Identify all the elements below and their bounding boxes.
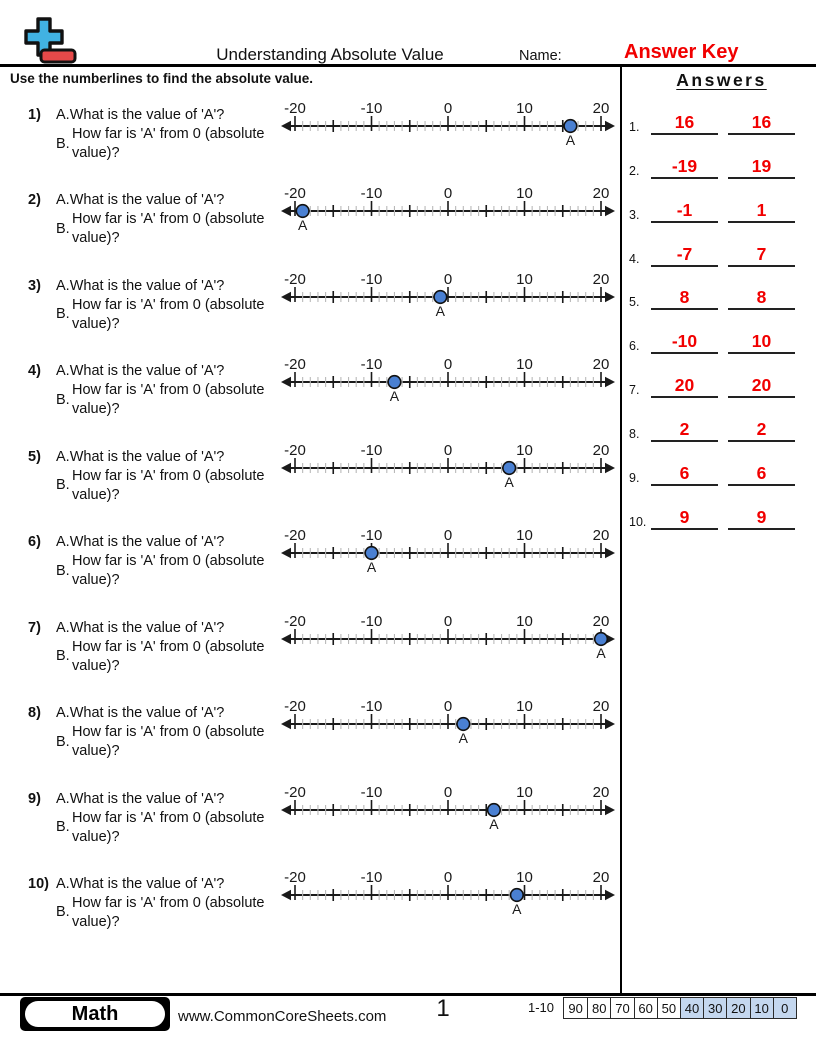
axis-tick-label: -10: [360, 868, 383, 886]
axis-tick-label: 10: [516, 698, 533, 716]
axis-tick-label: -20: [284, 612, 306, 630]
point-a-label: A: [297, 217, 308, 234]
page-number: 1: [436, 995, 450, 1022]
number-line: [281, 698, 615, 746]
question-a: [56, 362, 282, 381]
question-b-text: How far is 'A' from 0 (absolute value)?: [72, 553, 265, 589]
question-a-text: What is the value of 'A'?: [69, 277, 225, 294]
right-arrow-icon: [605, 206, 615, 216]
number-line: [281, 185, 615, 233]
problem-row: [0, 527, 618, 618]
problem-row: [0, 783, 618, 875]
answer-row: [627, 179, 816, 223]
point-a-dot: [457, 718, 470, 731]
question-a-text: What is the value of 'A'?: [69, 534, 225, 551]
point-a-dot: [564, 120, 577, 133]
answer-value-blank: -10: [651, 331, 718, 354]
answer-number: 10.: [629, 514, 647, 529]
answer-number: 1.: [629, 119, 640, 134]
axis-tick-label: -20: [284, 356, 306, 374]
answer-row: [627, 442, 816, 486]
axis-tick-label: 10: [516, 100, 533, 117]
point-a-label: A: [389, 388, 400, 405]
axis-tick-label: 0: [443, 185, 453, 203]
problems-list: [0, 100, 618, 960]
question-a-label: A.: [56, 790, 70, 807]
axis-tick-label: -20: [284, 100, 306, 117]
question-b: [56, 723, 282, 761]
right-arrow-icon: [605, 292, 615, 302]
question-b: [56, 381, 282, 419]
point-a-dot: [488, 803, 501, 816]
answer-abs-value-blank: 19: [728, 156, 795, 179]
axis-tick-label: 10: [516, 868, 533, 886]
answer-number: 4.: [629, 251, 640, 266]
left-arrow-icon: [281, 463, 291, 473]
axis-tick-label: 20: [592, 270, 610, 288]
question-a-label: A.: [56, 875, 70, 892]
answer-row: [627, 267, 816, 311]
axis-tick-label: 0: [443, 270, 453, 288]
question-a-text: What is the value of 'A'?: [69, 790, 225, 807]
point-a-dot: [434, 291, 447, 304]
axis-tick-label: 10: [516, 270, 533, 288]
problem-questions: [56, 790, 282, 847]
number-line: [281, 100, 615, 148]
axis-tick-label: -10: [360, 100, 383, 117]
grade-cell: 80: [587, 998, 610, 1018]
grade-range-label: 1-10: [528, 1000, 555, 1015]
grade-cell: 30: [703, 998, 726, 1018]
grade-cell: 20: [726, 998, 749, 1018]
question-b-label: B.: [56, 648, 70, 665]
number-line: [281, 613, 615, 661]
problem-questions: [56, 704, 282, 761]
answer-value-blank: 8: [651, 287, 718, 310]
answer-value-blank: 16: [651, 112, 718, 135]
answer-abs-value-blank: 20: [728, 375, 795, 398]
number-line: [281, 442, 615, 490]
question-b: [56, 809, 282, 847]
problem-row: [0, 100, 618, 191]
axis-tick-label: 10: [516, 441, 533, 459]
axis-tick-label: -10: [360, 527, 383, 545]
question-b: [56, 210, 282, 248]
problem-number: 6): [28, 534, 41, 551]
axis-tick-label: -10: [360, 783, 383, 801]
problem-questions: [56, 875, 282, 932]
point-a-label: A: [458, 730, 468, 747]
problem-questions: [56, 448, 282, 505]
axis-tick-label: 20: [592, 100, 610, 117]
answer-value-blank: 9: [651, 507, 718, 530]
question-b-text: How far is 'A' from 0 (absolute value)?: [72, 296, 265, 332]
problem-questions: [56, 619, 282, 676]
problem-questions: [56, 533, 282, 590]
problem-row: [0, 270, 618, 362]
number-line: [281, 784, 615, 832]
question-b-text: How far is 'A' from 0 (absolute value)?: [72, 894, 265, 930]
question-b-label: B.: [56, 477, 70, 494]
question-a-text: What is the value of 'A'?: [69, 448, 225, 465]
axis-tick-label: -10: [360, 441, 383, 459]
answer-row: [627, 91, 816, 135]
axis-tick-label: 0: [443, 356, 453, 374]
axis-tick-label: 20: [592, 185, 610, 203]
question-a-label: A.: [56, 619, 70, 636]
answer-row: [627, 398, 816, 442]
page-title: Understanding Absolute Value: [216, 45, 444, 64]
question-a-label: A.: [56, 277, 70, 294]
problem-number: 1): [28, 107, 41, 123]
axis-tick-label: -20: [284, 441, 306, 459]
question-a-label: A.: [56, 107, 70, 123]
answer-abs-value-blank: 9: [728, 507, 795, 530]
answer-value-blank: 6: [651, 463, 718, 486]
question-a: [56, 106, 282, 125]
point-a-label: A: [489, 815, 499, 832]
question-b-text: How far is 'A' from 0 (absolute value)?: [72, 126, 265, 161]
left-arrow-icon: [281, 206, 291, 216]
answer-number: 2.: [629, 163, 640, 178]
axis-tick-label: 10: [516, 185, 533, 203]
problem-number: 7): [28, 619, 41, 636]
problem-row: [0, 868, 618, 960]
problem-questions: [56, 191, 282, 248]
left-arrow-icon: [281, 890, 291, 900]
axis-tick-label: 20: [592, 698, 610, 716]
question-a-text: What is the value of 'A'?: [69, 705, 225, 722]
axis-tick-label: 20: [592, 356, 610, 374]
grade-cell: 10: [750, 998, 773, 1018]
answer-number: 7.: [629, 383, 640, 398]
answer-number: 5.: [629, 295, 640, 310]
grade-cell: 70: [610, 998, 633, 1018]
right-arrow-icon: [605, 463, 615, 473]
right-arrow-icon: [605, 890, 615, 900]
question-a: [56, 191, 282, 210]
axis-tick-label: -20: [284, 698, 306, 716]
axis-tick-label: 10: [516, 356, 533, 374]
question-a-label: A.: [56, 363, 70, 380]
point-a-label: A: [366, 559, 377, 576]
math-brand-logo: [20, 997, 170, 1031]
right-arrow-icon: [605, 548, 615, 558]
axis-tick-label: -20: [284, 185, 306, 203]
axis-tick-label: -10: [360, 185, 383, 203]
question-a-label: A.: [56, 705, 70, 722]
header-rule: [0, 64, 816, 67]
question-b-text: How far is 'A' from 0 (absolute value)?: [72, 638, 265, 674]
math-brand-label: Math: [25, 1001, 165, 1027]
question-b-text: How far is 'A' from 0 (absolute value)?: [72, 467, 265, 503]
point-a-dot: [595, 632, 608, 645]
point-a-label: A: [504, 473, 514, 490]
left-arrow-icon: [281, 548, 291, 558]
answers-panel: [627, 70, 816, 530]
answers-divider: [620, 67, 622, 994]
left-arrow-icon: [281, 719, 291, 729]
problem-row: [0, 698, 618, 789]
problem-row: [0, 612, 618, 704]
question-a: [56, 704, 282, 723]
axis-tick-label: 0: [443, 868, 453, 886]
left-arrow-icon: [281, 121, 291, 131]
axis-tick-label: 20: [592, 527, 610, 545]
axis-tick-label: 20: [592, 612, 610, 630]
point-a-dot: [296, 205, 309, 218]
axis-tick-label: -20: [284, 868, 306, 886]
question-a: [56, 533, 282, 552]
problem-questions: [56, 362, 282, 419]
answers-list: [627, 91, 816, 530]
answer-value-blank: 20: [651, 375, 718, 398]
question-b-label: B.: [56, 733, 70, 750]
answer-row: [627, 354, 816, 398]
right-arrow-icon: [605, 804, 615, 814]
problem-number: 9): [28, 790, 41, 807]
answer-value-blank: 2: [651, 419, 718, 442]
grade-cell: 90: [564, 998, 587, 1018]
point-a-dot: [503, 461, 516, 474]
footer-rule: [0, 993, 816, 996]
answer-value-blank: -1: [651, 200, 718, 223]
axis-tick-label: 0: [443, 783, 453, 801]
answer-abs-value-blank: 10: [728, 331, 795, 354]
question-b: [56, 296, 282, 334]
axis-tick-label: 0: [443, 612, 453, 630]
number-line: [281, 356, 615, 404]
question-a-text: What is the value of 'A'?: [69, 107, 225, 123]
name-label: Name:: [519, 48, 562, 64]
question-b: [56, 125, 282, 163]
problem-questions: [56, 277, 282, 334]
question-b: [56, 467, 282, 505]
right-arrow-icon: [605, 377, 615, 387]
question-b-label: B.: [56, 220, 70, 237]
axis-tick-label: 10: [516, 527, 533, 545]
answer-number: 6.: [629, 339, 640, 354]
question-b-text: How far is 'A' from 0 (absolute value)?: [72, 724, 265, 760]
point-a-label: A: [596, 644, 606, 661]
answer-row: [627, 223, 816, 267]
question-b: [56, 638, 282, 676]
question-b-label: B.: [56, 904, 70, 921]
instruction-text: Use the numberlines to find the absolute value.: [10, 71, 314, 86]
question-b-text: How far is 'A' from 0 (absolute value)?: [72, 211, 265, 247]
point-a-label: A: [435, 302, 446, 319]
grade-scale-table: [563, 997, 797, 1019]
axis-tick-label: 0: [443, 698, 453, 716]
answer-value-blank: -19: [651, 156, 718, 179]
question-b-text: How far is 'A' from 0 (absolute value)?: [72, 809, 265, 845]
answer-row: [627, 486, 816, 530]
left-arrow-icon: [281, 292, 291, 302]
number-line: [281, 869, 615, 917]
axis-tick-label: 20: [592, 783, 610, 801]
answer-abs-value-blank: 16: [728, 112, 795, 135]
axis-tick-label: 10: [516, 612, 533, 630]
axis-tick-label: -20: [284, 783, 306, 801]
answer-abs-value-blank: 6: [728, 463, 795, 486]
question-a: [56, 619, 282, 638]
axis-tick-label: -20: [284, 527, 306, 545]
answer-number: 8.: [629, 427, 640, 442]
problem-number: 8): [28, 705, 41, 722]
answer-abs-value-blank: 1: [728, 200, 795, 223]
axis-tick-label: 20: [592, 868, 610, 886]
point-a-dot: [365, 547, 378, 560]
answer-abs-value-blank: 8: [728, 287, 795, 310]
problem-number: 2): [28, 192, 41, 209]
question-b-label: B.: [56, 819, 70, 835]
answer-value-blank: -7: [651, 244, 718, 267]
question-a: [56, 875, 282, 894]
point-a-label: A: [512, 900, 522, 917]
problem-number: 5): [28, 448, 41, 465]
problem-number: 10): [28, 875, 49, 892]
point-a-dot: [511, 889, 524, 902]
question-a-text: What is the value of 'A'?: [69, 875, 225, 892]
left-arrow-icon: [281, 633, 291, 643]
right-arrow-icon: [605, 121, 615, 131]
problem-number: 3): [28, 277, 41, 294]
axis-tick-label: 20: [592, 441, 610, 459]
question-a: [56, 448, 282, 467]
right-arrow-icon: [605, 719, 615, 729]
question-a-text: What is the value of 'A'?: [69, 619, 225, 636]
question-b: [56, 552, 282, 590]
question-a-text: What is the value of 'A'?: [69, 192, 225, 209]
axis-tick-label: 10: [516, 783, 533, 801]
problem-row: [0, 356, 618, 447]
question-b: [56, 894, 282, 932]
axis-tick-label: 0: [443, 527, 453, 545]
number-line: [281, 527, 615, 575]
number-line: [281, 271, 615, 319]
question-a: [56, 277, 282, 296]
question-a-label: A.: [56, 534, 70, 551]
question-b-label: B.: [56, 562, 70, 579]
point-a-label: A: [565, 132, 576, 148]
problem-questions: [56, 106, 282, 163]
question-a-text: What is the value of 'A'?: [69, 363, 225, 380]
question-a-label: A.: [56, 192, 70, 209]
question-a: [56, 790, 282, 809]
answer-key-label: Answer Key: [624, 41, 739, 63]
left-arrow-icon: [281, 804, 291, 814]
axis-tick-label: -10: [360, 356, 383, 374]
answer-row: [627, 135, 816, 179]
answer-abs-value-blank: 7: [728, 244, 795, 267]
website-url: www.CommonCoreSheets.com: [178, 1008, 387, 1025]
answer-number: 9.: [629, 471, 640, 486]
answer-row: [627, 310, 816, 354]
grade-cell: 50: [657, 998, 680, 1018]
point-a-dot: [388, 376, 401, 389]
problem-row: [0, 441, 618, 533]
grade-cell: 40: [680, 998, 703, 1018]
axis-tick-label: 0: [443, 100, 453, 117]
question-b-label: B.: [56, 391, 70, 408]
question-a-label: A.: [56, 448, 70, 465]
answer-number: 3.: [629, 207, 640, 222]
question-b-text: How far is 'A' from 0 (absolute value)?: [72, 382, 265, 418]
left-arrow-icon: [281, 377, 291, 387]
axis-tick-label: -20: [284, 270, 306, 288]
axis-tick-label: -10: [360, 698, 383, 716]
answers-title: Answers: [676, 70, 767, 90]
axis-tick-label: -10: [360, 270, 383, 288]
problem-row: [0, 185, 618, 276]
axis-tick-label: 0: [443, 441, 453, 459]
question-b-label: B.: [56, 306, 70, 323]
problem-number: 4): [28, 363, 41, 380]
axis-tick-label: -10: [360, 612, 383, 630]
answer-abs-value-blank: 2: [728, 419, 795, 442]
grade-cell: 0: [773, 998, 796, 1018]
question-b-label: B.: [56, 135, 70, 152]
grade-cell: 60: [634, 998, 657, 1018]
